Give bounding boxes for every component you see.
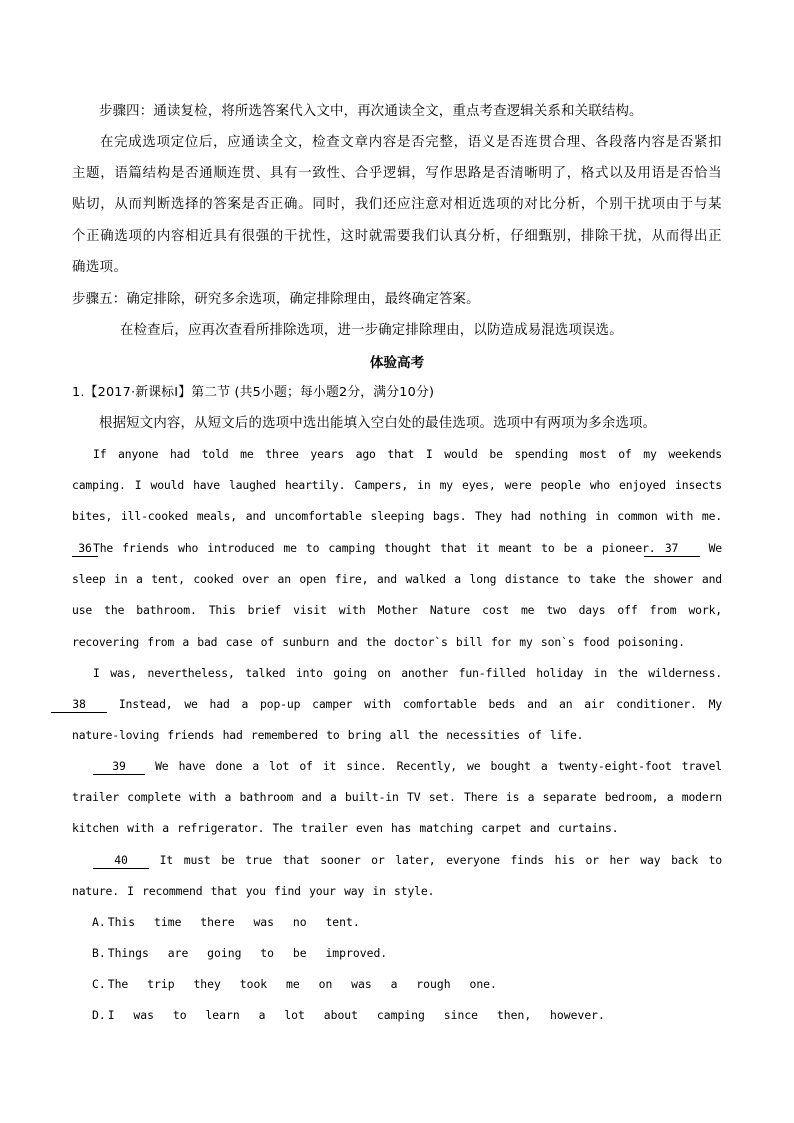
paragraph-3-text: I was, nevertheless, talked into going on another fun-filled holiday in the wilderness.: [93, 666, 722, 680]
blank-36[interactable]: 36: [72, 541, 98, 557]
option-letter: D.: [92, 1008, 106, 1022]
passage-paragraph-4: [72, 751, 722, 845]
step4-heading: 步骤四：通读复检，将所选答案代入文中，再次通读全文，重点考查逻辑关系和关联结构。: [99, 104, 643, 119]
option-a[interactable]: [92, 907, 360, 938]
step4-body: 在完成选项定位后，应通读全文，检查文章内容是否完整，语义是否连贯合理、各段落内容是否紧扣主题，语篇结构是否通顺连贯、具有一致性、合乎逻辑，写作思路是否清晰明了，格式以及用语是否恰当贴切，从而判断选择的答案是否正确。同时，我们还应注意对相近选项的对比分析，个别干扰项由于与某个正确选项的内容相近具有很强的干扰性，这时就需要我们认真分析，仔细甄别，排除干扰，从而得出正确选项。: [72, 135, 722, 275]
step5-heading: 步骤五：确定排除，研究多余选项，确定排除理由，最终确定答案。: [72, 292, 480, 307]
option-letter: A.: [92, 915, 106, 929]
passage-paragraph-2: [72, 533, 722, 658]
option-text: The trip they took me on was a rough one.: [107, 977, 497, 991]
paragraph-2-text: The friends who introduced me to camping thought that it meant to be a pioneer.: [93, 541, 656, 555]
blank-39[interactable]: 39: [93, 759, 145, 775]
option-text: I was to learn a lot about camping since then, however.: [107, 1008, 605, 1022]
option-c[interactable]: [92, 969, 497, 1000]
paragraph-1-text: If anyone had told me three years ago that I would be spending most of my weekends camping. I would have laughed heartily. Campers, in my eyes, were people who enjoyed insects bites, ill-cooked meals, and uncomfortable sleeping bags. They had nothing in common with me.: [72, 447, 722, 524]
blank-38[interactable]: 38: [51, 697, 107, 713]
passage-paragraph-5: [72, 845, 722, 907]
option-text: This time there was no tent.: [107, 915, 360, 929]
option-text: Things are going to be improved.: [107, 946, 388, 960]
paragraph-4-rest: We have done a lot of it since. Recently, we bought a twenty-eight-foot travel trailer complete with a bathroom and a built-in TV set. There is a separate bedroom, a modern kitchen with a refrigerator. The trailer even has matching carpet and curtains.: [72, 759, 722, 836]
option-letter: C.: [92, 977, 106, 991]
question-instruction: 根据短文内容，从短文后的选项中选出能填入空白处的最佳选项。选项中有两项为多余选项。: [99, 416, 657, 431]
passage-paragraph-3: [72, 658, 722, 752]
option-b[interactable]: [92, 938, 387, 969]
option-d[interactable]: [92, 1000, 605, 1031]
option-letter: B.: [92, 946, 106, 960]
paragraph-5-rest: It must be true that sooner or later, everyone finds his or her way back to nature. I recommend that you find your way in style.: [72, 853, 722, 899]
step5-body: 在检查后，应再次查看所排除选项，进一步确定排除理由，以防造成易混选项误选。: [120, 323, 623, 338]
blank-40[interactable]: 40: [93, 853, 149, 869]
paragraph-3-rest: Instead, we had a pop-up camper with comfortable beds and an air conditioner. My nature-loving friends had remembered to bring all the necessities of life.: [72, 697, 722, 743]
blank-37[interactable]: 37: [644, 541, 700, 557]
paragraph-2-rest: We sleep in a tent, cooked over an open fire, and walked a long distance to take the shower and use the bathroom. This brief visit with Mother Nature cost me two days off from work, recovering from a bad case of sunburn and the doctor`s bill for my son`s food poisoning.: [72, 541, 722, 649]
question-header: 1.【2017·新课标Ⅰ】第二节 (共5小题；每小题2分，满分10分): [72, 385, 435, 400]
section-title: 体验高考: [369, 355, 425, 371]
